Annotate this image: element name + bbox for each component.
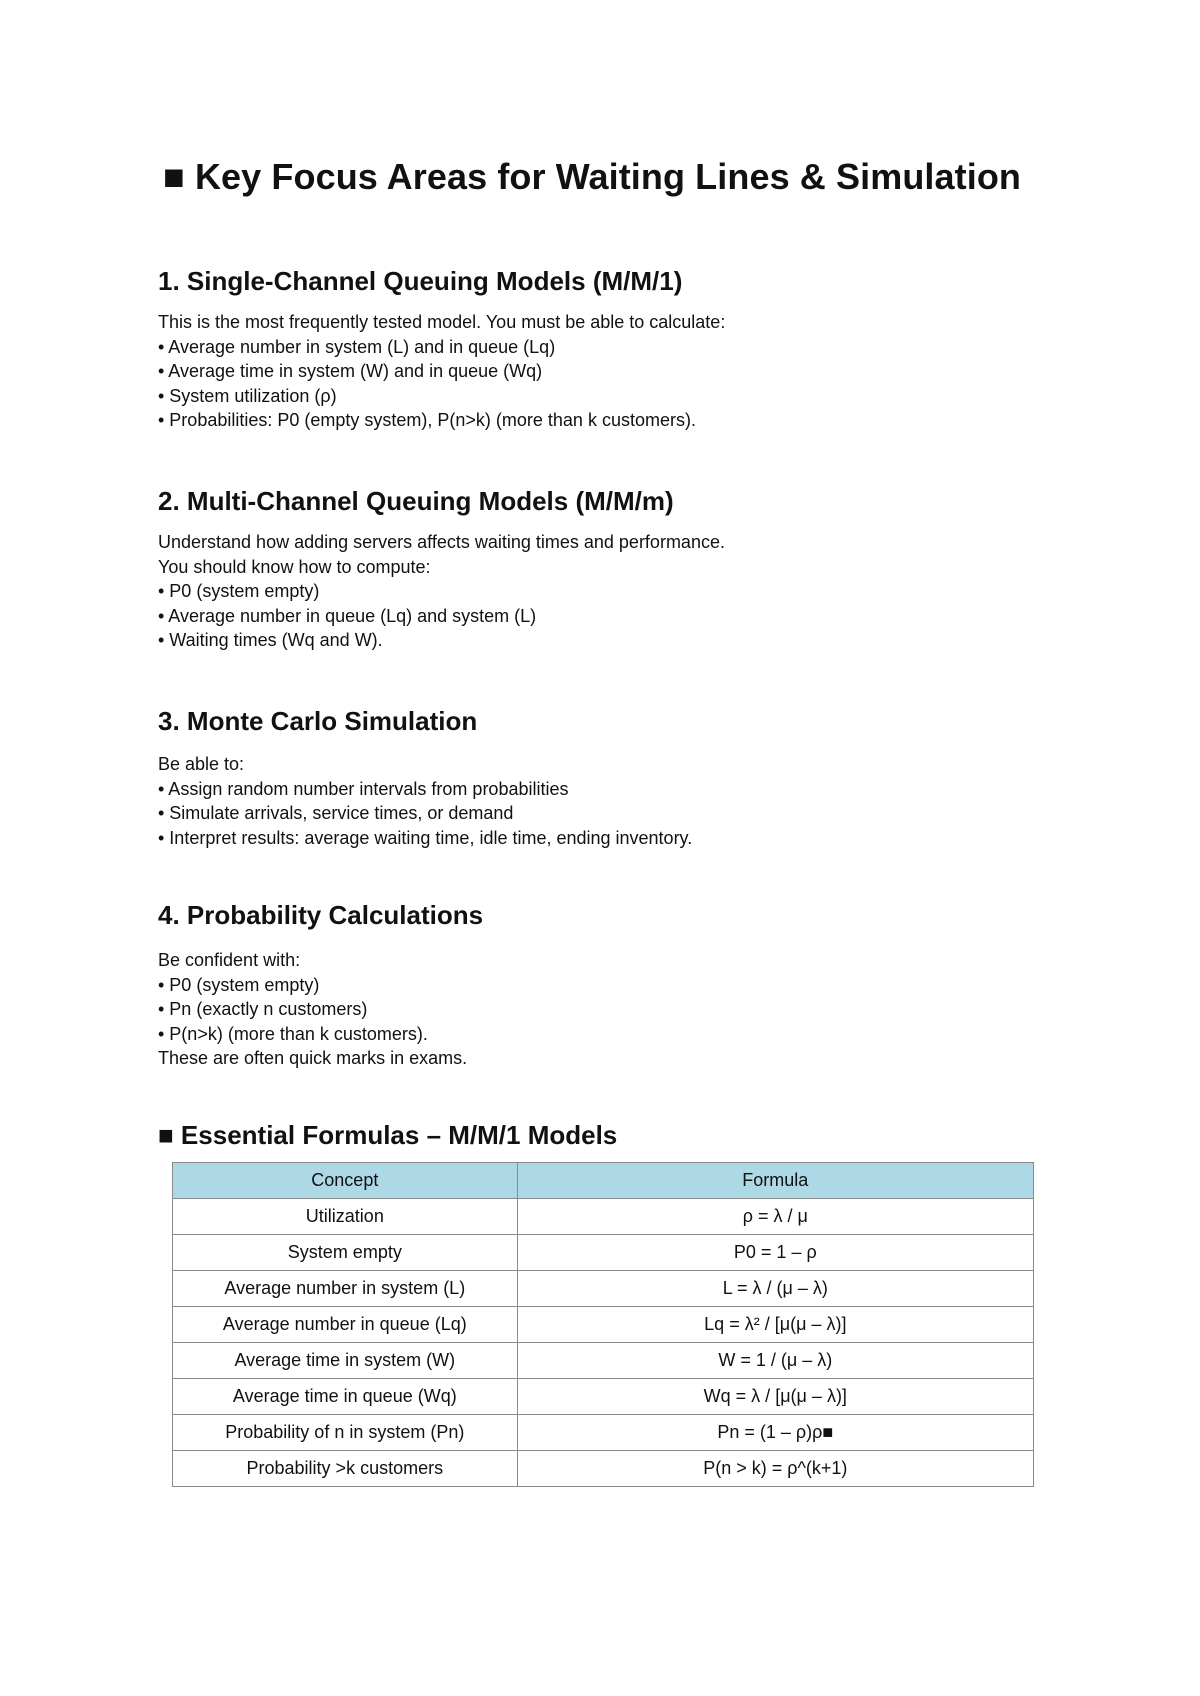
table-header-row: [173, 1163, 1034, 1199]
formula-cell: Pn = (1 – ρ)ρ■: [517, 1415, 1033, 1451]
section-4-line: These are often quick marks in exams.: [158, 1048, 468, 1068]
formula-cell: P(n > k) = ρ^(k+1): [517, 1451, 1033, 1487]
concept-cell: Probability >k customers: [173, 1451, 518, 1487]
table-row: [173, 1343, 1034, 1379]
section-1-line: This is the most frequently tested model. You must be able to calculate:: [158, 312, 726, 332]
section-4-line: • Pn (exactly n customers): [158, 999, 368, 1019]
section-1-line: • Probabilities: P0 (empty system), P(n>k) (more than k customers).: [158, 410, 696, 430]
formula-cell: W = 1 / (μ – λ): [517, 1343, 1033, 1379]
section-2-line: You should know how to compute:: [158, 556, 431, 577]
section-4-line: Be confident with:: [158, 950, 301, 970]
concept-cell: Average time in system (W): [173, 1343, 518, 1379]
table-row: [173, 1307, 1034, 1343]
concept-cell: Utilization: [173, 1199, 518, 1235]
section-1-line: • System utilization (ρ): [158, 385, 337, 406]
section-3-line: • Assign random number intervals from probabilities: [158, 778, 569, 799]
section-1-line: • Average time in system (W) and in queue (Wq): [158, 361, 543, 381]
table-row: [173, 1415, 1034, 1451]
concept-cell: System empty: [173, 1235, 518, 1271]
formula-cell: ρ = λ / μ: [517, 1199, 1033, 1235]
section-2-line: Understand how adding servers affects waiting times and performance.: [158, 532, 725, 552]
section-4-line: • P(n>k) (more than k customers).: [158, 1023, 428, 1044]
section-1-heading: 1. Single-Channel Queuing Models (M/M/1): [158, 266, 683, 296]
concept-cell: Average number in system (L): [173, 1271, 518, 1307]
formulas-heading: ■ Essential Formulas – M/M/1 Models: [158, 1120, 618, 1150]
section-2-line: • Waiting times (Wq and W).: [158, 630, 383, 650]
concept-cell: Average time in queue (Wq): [173, 1379, 518, 1415]
formulas-table: [172, 1162, 1034, 1487]
section-2-heading: 2. Multi-Channel Queuing Models (M/M/m): [158, 486, 674, 516]
table-row: [173, 1235, 1034, 1271]
table-row: [173, 1271, 1034, 1307]
section-1-body: [158, 310, 725, 433]
column-header-formula: Formula: [517, 1163, 1033, 1199]
formula-cell: L = λ / (μ – λ): [517, 1271, 1033, 1307]
formula-cell: Lq = λ² / [μ(μ – λ)]: [517, 1307, 1033, 1343]
section-3-heading: 3. Monte Carlo Simulation: [158, 706, 478, 736]
section-3-line: • Simulate arrivals, service times, or demand: [158, 803, 514, 823]
table-row: [173, 1199, 1034, 1235]
section-1-line: • Average number in system (L) and in queue (Lq): [158, 336, 556, 357]
section-3-line: Be able to:: [158, 754, 245, 774]
section-3-body: [158, 752, 692, 850]
table-row: [173, 1451, 1034, 1487]
formula-cell: Wq = λ / [μ(μ – λ)]: [517, 1379, 1033, 1415]
concept-cell: Average number in queue (Lq): [173, 1307, 518, 1343]
section-4-heading: 4. Probability Calculations: [158, 900, 484, 930]
section-2-body: [158, 530, 725, 653]
concept-cell: Probability of n in system (Pn): [173, 1415, 518, 1451]
section-2-line: • P0 (system empty): [158, 581, 320, 601]
column-header-concept: Concept: [173, 1163, 518, 1199]
table-row: [173, 1379, 1034, 1415]
section-2-line: • Average number in queue (Lq) and system (L): [158, 605, 537, 626]
section-3-line: • Interpret results: average waiting time, idle time, ending inventory.: [158, 827, 693, 848]
formula-cell: P0 = 1 – ρ: [517, 1235, 1033, 1271]
section-4-line: • P0 (system empty): [158, 974, 320, 995]
page-title: ■ Key Focus Areas for Waiting Lines & Simulation: [163, 156, 1022, 197]
section-4-body: [158, 948, 467, 1071]
